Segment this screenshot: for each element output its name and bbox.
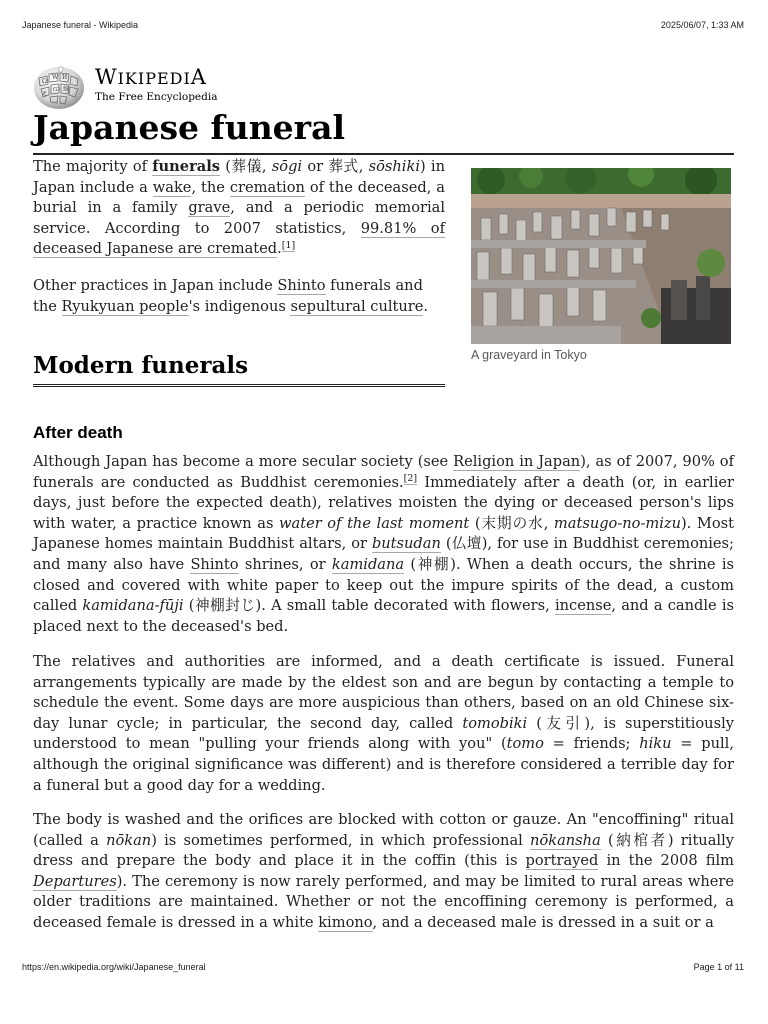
reference-2[interactable]: [2]: [403, 472, 418, 484]
wordmark-w: W: [95, 65, 118, 89]
link-incense[interactable]: incense: [554, 597, 612, 615]
japanese-term: 神棚封じ: [194, 597, 256, 615]
text: in the 2008 film: [598, 852, 734, 870]
svg-text:И: И: [62, 74, 68, 81]
link-cremation[interactable]: cremation: [229, 178, 305, 196]
link-funeral[interactable]: [152, 158, 220, 176]
link-nokansha[interactable]: [530, 832, 601, 850]
text: ,: [261, 158, 272, 175]
text: .: [277, 240, 282, 258]
link-wake[interactable]: wake: [152, 178, 192, 196]
link-portrayed[interactable]: portrayed: [525, 852, 599, 870]
print-footer: [22, 962, 744, 972]
link-departures[interactable]: [33, 873, 117, 891]
text: (: [469, 514, 481, 532]
text: (: [600, 831, 614, 849]
text: ). The ceremony is now rarely performed, and may be limited to rural areas where older traditions are maintained. Whether or not the encoffining ceremony is performed, a deceased female is dressed in a white: [33, 872, 734, 931]
print-url: https://en.wikipedia.org/wiki/Japanese_funeral: [22, 962, 206, 972]
body-paragraph-3: [33, 810, 734, 934]
text: , and a deceased male is dressed in a suit or a: [372, 913, 714, 931]
body-paragraph-1: [33, 452, 734, 637]
text: ) in Japan include a: [33, 158, 445, 196]
japanese-term: 友引: [541, 714, 585, 732]
text: (: [183, 597, 195, 615]
print-page-title: Japanese funeral - Wikipedia: [22, 20, 139, 30]
italic-term: nōkansha: [530, 831, 601, 849]
romaji-term: nōkan: [106, 831, 152, 849]
text: ). A small table decorated with flowers,: [255, 597, 555, 615]
text: ). Most Japanese homes maintain Buddhist altars, or: [33, 514, 734, 553]
figure-caption: A graveyard in Tokyo: [471, 348, 587, 362]
link-kamidana[interactable]: [332, 556, 404, 574]
italic-term: Departures: [33, 872, 117, 890]
italic-term: water of the last moment: [279, 514, 470, 532]
link-sepultural-culture[interactable]: sepultural culture: [290, 297, 424, 315]
body-paragraph-2: [33, 652, 734, 796]
text: Although Japan has become a more secular society (see: [33, 453, 454, 470]
text: = pull, although the original significance was different) and is therefore considered a terrible day for a funeral but a good day for a wedding.: [33, 735, 734, 794]
text: (: [527, 714, 542, 732]
svg-text:Ω: Ω: [42, 78, 47, 85]
lead-paragraph-2: [33, 276, 445, 317]
link-butsudan[interactable]: [372, 535, 441, 553]
graveyard-figure: [471, 168, 731, 362]
text: , the: [191, 178, 230, 196]
text: 's indigenous: [188, 297, 291, 315]
text: = friends;: [543, 735, 640, 753]
text: or: [302, 158, 329, 175]
text: ), as of 2007, 90% of funerals are conducted as Buddhist ceremonies.: [33, 453, 734, 491]
text: ,: [358, 158, 369, 175]
text: , and a periodic memorial service. According to 2007 statistics,: [33, 199, 445, 237]
japanese-term: 神棚: [416, 555, 451, 573]
italic-term: butsudan: [371, 535, 441, 553]
svg-text:維: 維: [63, 86, 70, 93]
text: The relatives and authorities are informed, and a death certificate is issued. Funeral arrangements typically are made by the eldest son and are begun by contacting a temple to schedule the event. Some days are more auspicious than others, based on an old Chinese six-day lunar cycle; in particular, the second day, called: [33, 653, 734, 732]
japanese-term: 末期の水: [480, 514, 544, 532]
text: ), for use in Buddhist ceremonies; and many also have: [33, 535, 734, 573]
text: The body is washed and the orifices are blocked with cotton or gauze. An "encoffining" ritual (called a: [33, 811, 734, 849]
japanese-term: 仏壇: [451, 535, 482, 553]
print-header: [22, 20, 744, 30]
text: (: [440, 535, 452, 553]
link-kimono[interactable]: kimono: [318, 913, 373, 931]
wordmark-rest: IKIPEDI: [117, 69, 191, 88]
link-ryukyuan-people[interactable]: Ryukyuan people: [61, 297, 189, 315]
romaji-term: matsugo-no-mizu: [553, 514, 681, 532]
romaji-term: sōshiki: [368, 158, 420, 175]
wordmark-a: A: [190, 65, 207, 89]
text: ), is superstitiously understood to mean "pulling your friends along with you" (: [33, 714, 734, 753]
text: .: [423, 297, 429, 315]
link-shinto[interactable]: Shinto: [277, 277, 326, 294]
text: Immediately after a death (or, in earlier days, just before the expected death), relatives moisten the dying or deceased person's lips with water, a practice known as: [33, 473, 735, 532]
svg-text:Ѡ: Ѡ: [53, 86, 61, 93]
subsection-heading-after-death: After death: [33, 423, 123, 442]
lead-paragraph: [33, 157, 445, 260]
svg-text:W: W: [52, 74, 59, 81]
link-religion-in-japan[interactable]: Religion in Japan: [453, 453, 581, 470]
svg-text:ع: ع: [43, 89, 47, 96]
romaji-term: sōgi: [271, 158, 303, 175]
text: shrines, or: [238, 555, 332, 573]
text: ) is sometimes performed, in which professional: [151, 831, 531, 849]
link-cremation-statistics[interactable]: 99.81% of deceased Japanese are cremated: [33, 219, 445, 258]
bold-term: funerals: [152, 158, 220, 175]
text: ,: [543, 514, 554, 532]
wikipedia-globe-icon: [33, 64, 85, 110]
text: ) ritually dress and prepare the body and place it in the coffin (this is: [33, 831, 734, 870]
wordmark-title: [95, 66, 217, 90]
graveyard-photo[interactable]: [471, 168, 731, 344]
text: of the deceased, a burial in a family: [33, 178, 445, 217]
link-shinto-2[interactable]: Shinto: [190, 555, 239, 573]
romaji-term: kamidana-fūji: [82, 597, 184, 615]
text: Other practices in Japan include: [33, 277, 278, 294]
link-grave[interactable]: grave: [188, 199, 231, 217]
wikipedia-logo[interactable]: [33, 64, 217, 110]
romaji-term: hiku: [639, 735, 672, 753]
text: ). When a death occurs, the shrine is closed and covered with white paper to keep out the impure spirits of the dead, a custom called: [33, 555, 734, 615]
page-title: Japanese funeral: [33, 106, 734, 155]
reference-1[interactable]: [1]: [281, 239, 296, 251]
print-page-number: Page 1 of 11: [693, 962, 744, 972]
print-datetime: 2025/06/07, 1:33 AM: [660, 20, 744, 30]
text: funerals and the: [33, 277, 423, 315]
italic-term: kamidana: [331, 555, 405, 573]
romaji-term: tomobiki: [462, 714, 528, 732]
japanese-term: 葬式: [328, 158, 359, 175]
japanese-term: 納棺者: [613, 831, 668, 849]
section-heading-modern-funerals: Modern funerals: [33, 350, 445, 387]
wikipedia-wordmark: [95, 66, 217, 103]
wordmark-tagline: The Free Encyclopedia: [95, 91, 218, 103]
text: (: [404, 555, 417, 573]
text: , and a candle is placed next to the deceased's bed.: [33, 597, 734, 635]
text: The majority of: [33, 158, 153, 175]
romaji-term: tomo: [506, 735, 544, 753]
japanese-term: 葬儀: [230, 158, 262, 175]
text: (: [219, 158, 231, 175]
